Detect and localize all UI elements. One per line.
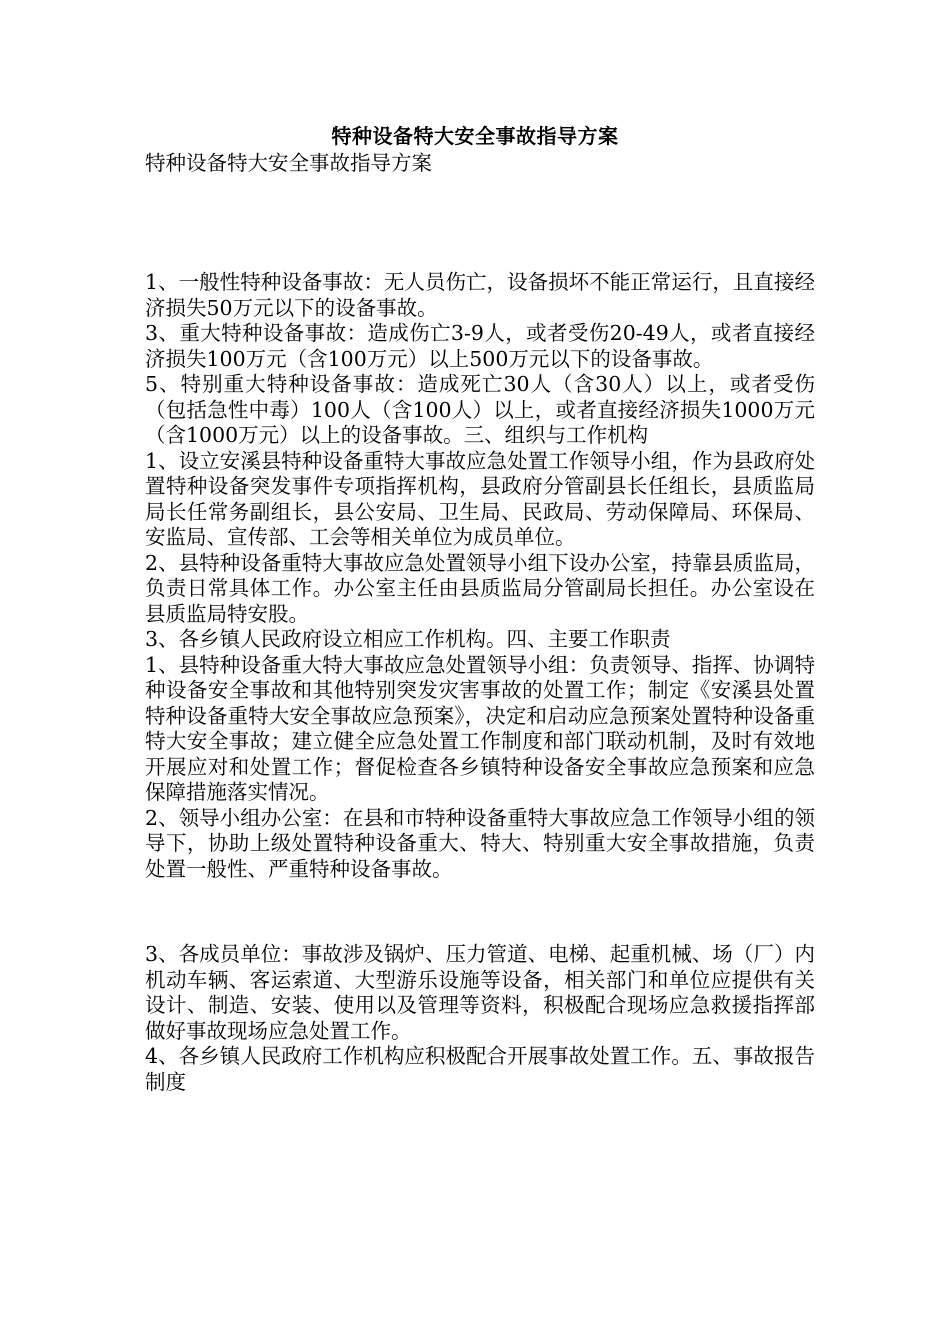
paragraph-7: 1、县特种设备重大特大事故应急处置领导小组：负责领导、指挥、协调特种设备安全事故和其他特别突发灾害事故的处置工作；制定《安溪县处置特种设备重特大安全事故应急预案》，决定和启动应急预案处置特种设备重特大安全事故；建立健全应急处置工作制度和部门联动机制，及时有效地开展应对和处置工作；督促检查各乡镇特种设备安全事故应急预案和应急保障措施落实情况。	[145, 652, 815, 804]
paragraph-3: 5、特别重大特种设备事故：造成死亡30人（含30人）以上，或者受伤（包括急性中毒）100人（含100人）以上，或者直接经济损失1000万元（含1000万元）以上的设备事故。三、组织与工作机构	[145, 372, 815, 447]
paragraph-10: 4、各乡镇人民政府工作机构应积极配合开展事故处置工作。五、事故报告制度	[145, 1044, 815, 1094]
paragraph-4: 1、设立安溪县特种设备重特大事故应急处置工作领导小组，作为县政府处置特种设备突发事件专项指挥机构，县政府分管副县长任组长，县质监局局长任常务副组长，县公安局、卫生局、民政局、劳动保障局、环保局、安监局、宣传部、工会等相关单位为成员单位。	[145, 448, 815, 549]
paragraph-8: 2、领导小组办公室：在县和市特种设备重特大事故应急工作领导小组的领导下，协助上级处置特种设备重大、特大、特别重大安全事故措施，负责处置一般性、严重特种设备事故。	[145, 805, 815, 881]
paragraph-2: 3、重大特种设备事故：造成伤亡3-9人，或者受伤20-49人，或者直接经济损失100万元（含100万元）以上500万元以下的设备事故。	[145, 321, 815, 371]
body-section-2	[145, 942, 815, 1095]
body-section-1	[145, 270, 815, 882]
paragraph-9: 3、各成员单位：事故涉及锅炉、压力管道、电梯、起重机械、场（厂）内机动车辆、客运索道、大型游乐设施等设备，相关部门和单位应提供有关设计、制造、安装、使用以及管理等资料，积极配合现场应急救援指挥部做好事故现场应急处置工作。	[145, 942, 815, 1043]
paragraph-1: 1、一般性特种设备事故：无人员伤亡，设备损坏不能正常运行，且直接经济损失50万元以下的设备事故。	[145, 270, 815, 320]
paragraph-6: 3、各乡镇人民政府设立相应工作机构。四、主要工作职责	[145, 627, 671, 651]
document-subtitle: 特种设备特大安全事故指导方案	[145, 151, 432, 175]
document-title: 特种设备特大安全事故指导方案	[331, 124, 619, 148]
paragraph-5: 2、县特种设备重特大事故应急处置领导小组下设办公室，持靠县质监局，负责日常具体工作。办公室主任由县质监局分管副局长担任。办公室设在县质监局特安股。	[145, 550, 815, 626]
